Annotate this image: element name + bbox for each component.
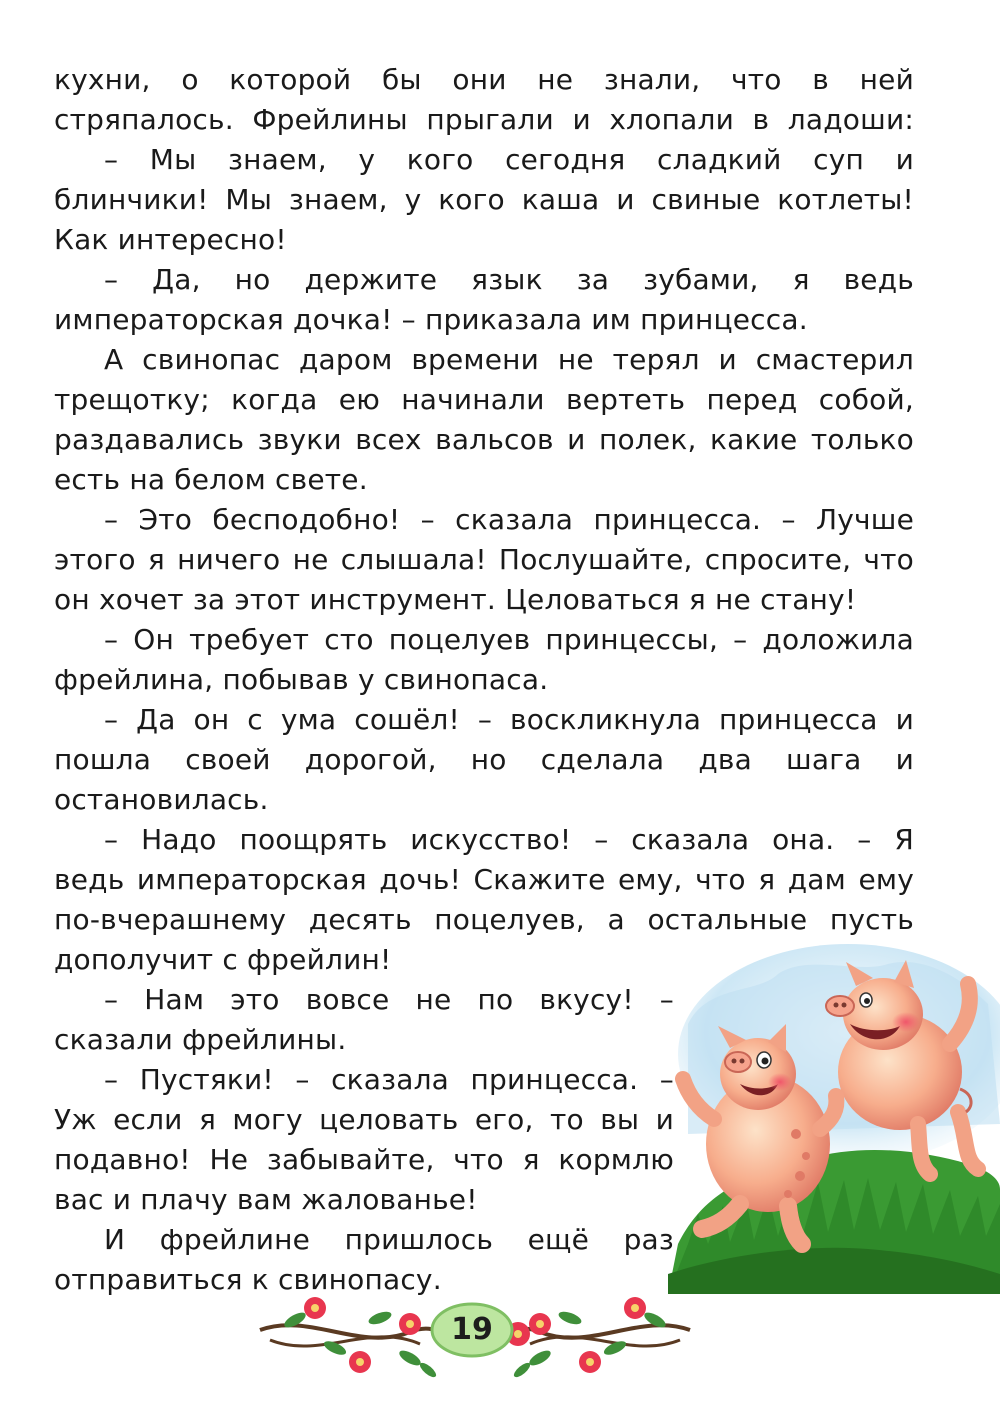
text-line-3: – Мы знаем, у кого сегодня сладкий суп и <box>104 143 914 176</box>
text-line-22: по-вчерашнему десять поцелуев, а остальные пусть <box>54 903 914 936</box>
text-line-18: пошла своей дорогой, но сделала два шага и <box>54 743 914 776</box>
text-line-23: дополучит с фрейлин! <box>54 943 392 976</box>
text-line-4: блинчики! Мы знаем, у кого каша и свиные котлеты! <box>54 183 914 216</box>
text-line-8: А свинопас даром времени не терял и смастерил <box>104 343 914 376</box>
text-line-20: – Надо поощрять искусство! – сказала она. – Я <box>104 823 914 856</box>
text-line-15: – Он требует сто поцелуев принцессы, – доложила <box>104 623 914 656</box>
text-line-11: есть на белом свете. <box>54 463 368 496</box>
text-line-5: Как интересно! <box>54 223 287 256</box>
text-line-13: этого я ничего не слышала! Послушайте, спросите, что <box>54 543 914 576</box>
text-line-27: Уж если я могу целовать его, то вы и <box>54 1103 674 1136</box>
text-line-9: трещотку; когда ею начинали вертеть перед собой, <box>54 383 914 416</box>
text-line-17: – Да он с ума сошёл! – воскликнула принцесса и <box>104 703 914 736</box>
text-line-12: – Это бесподобно! – сказала принцесса. – Лучше <box>104 503 914 536</box>
text-line-16: фрейлина, побывав у свинопаса. <box>54 663 549 696</box>
dancing-pigs-illustration <box>668 944 1000 1294</box>
text-line-26: – Пустяки! – сказала принцесса. – <box>104 1063 674 1096</box>
text-line-25: сказали фрейлины. <box>54 1023 347 1056</box>
text-line-1: кухни, о которой бы они не знали, что в ней <box>54 63 914 96</box>
text-line-24: – Нам это вовсе не по вкусу! – <box>104 983 674 1016</box>
text-line-19: остановилась. <box>54 783 269 816</box>
text-line-29: вас и плачу вам жалованье! <box>54 1183 478 1216</box>
text-line-10: раздавались звуки всех вальсов и полек, какие только <box>54 423 914 456</box>
text-line-14: он хочет за этот инструмент. Целоваться я не стану! <box>54 583 857 616</box>
text-line-6: – Да, но держите язык за зубами, я ведь <box>104 263 914 296</box>
text-line-31: отправиться к свинопасу. <box>54 1263 442 1296</box>
text-line-2: стряпалось. Фрейлины прыгали и хлопали в ладоши: <box>54 103 914 136</box>
text-line-21: ведь императорская дочь! Скажите ему, что я дам ему <box>54 863 914 896</box>
page-number: 19 <box>451 1312 493 1347</box>
text-line-7: императорская дочка! – приказала им принцесса. <box>54 303 808 336</box>
text-line-28: подавно! Не забывайте, что я кормлю <box>54 1143 674 1176</box>
text-line-30: И фрейлине пришлось ещё раз <box>104 1223 674 1256</box>
